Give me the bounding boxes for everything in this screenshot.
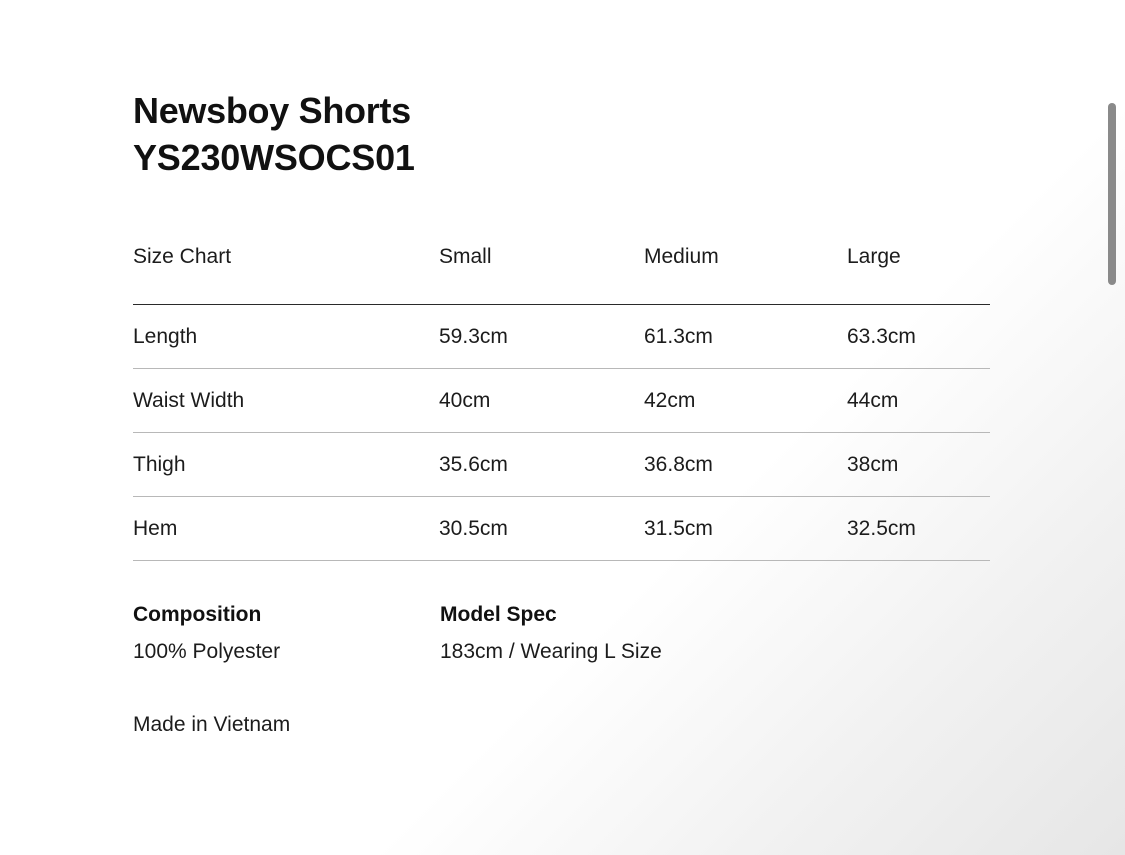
row-label: Waist Width xyxy=(133,388,245,412)
cell-small: 35.6cm xyxy=(439,452,508,476)
cell-small: 59.3cm xyxy=(439,324,508,348)
model-spec-section xyxy=(440,600,662,674)
cell-small: 30.5cm xyxy=(439,516,508,540)
table-row-length xyxy=(133,305,990,369)
table-row-hem xyxy=(133,497,990,561)
country-of-origin: Made in Vietnam xyxy=(133,713,291,736)
table-row-waist-width xyxy=(133,369,990,433)
size-chart-table xyxy=(133,233,990,561)
product-sku: YS230WSOCS01 xyxy=(133,137,415,178)
model-spec-label: Model Spec xyxy=(440,603,557,626)
cell-medium: 42cm xyxy=(644,388,696,412)
row-label: Hem xyxy=(133,516,178,540)
cell-medium: 31.5cm xyxy=(644,516,713,540)
model-spec-value: 183cm / Wearing L Size xyxy=(440,640,662,663)
row-label: Length xyxy=(133,324,198,348)
cell-large: 38cm xyxy=(847,452,899,476)
vertical-scrollbar[interactable] xyxy=(1108,103,1116,285)
header-large: Large xyxy=(847,245,901,268)
header-medium: Medium xyxy=(644,245,719,268)
cell-large: 44cm xyxy=(847,388,899,412)
cell-large: 32.5cm xyxy=(847,516,916,540)
composition-section xyxy=(133,600,280,674)
size-chart-header-row xyxy=(133,233,990,305)
cell-large: 63.3cm xyxy=(847,324,916,348)
row-label: Thigh xyxy=(133,452,186,476)
header-size-chart: Size Chart xyxy=(133,245,232,268)
composition-value: 100% Polyester xyxy=(133,640,281,663)
product-detail-page xyxy=(133,88,990,736)
cell-medium: 36.8cm xyxy=(644,452,713,476)
composition-label: Composition xyxy=(133,603,262,626)
header-small: Small xyxy=(439,245,492,268)
cell-small: 40cm xyxy=(439,388,491,412)
table-row-thigh xyxy=(133,433,990,497)
product-title: Newsboy Shorts xyxy=(133,90,411,131)
cell-medium: 61.3cm xyxy=(644,324,713,348)
